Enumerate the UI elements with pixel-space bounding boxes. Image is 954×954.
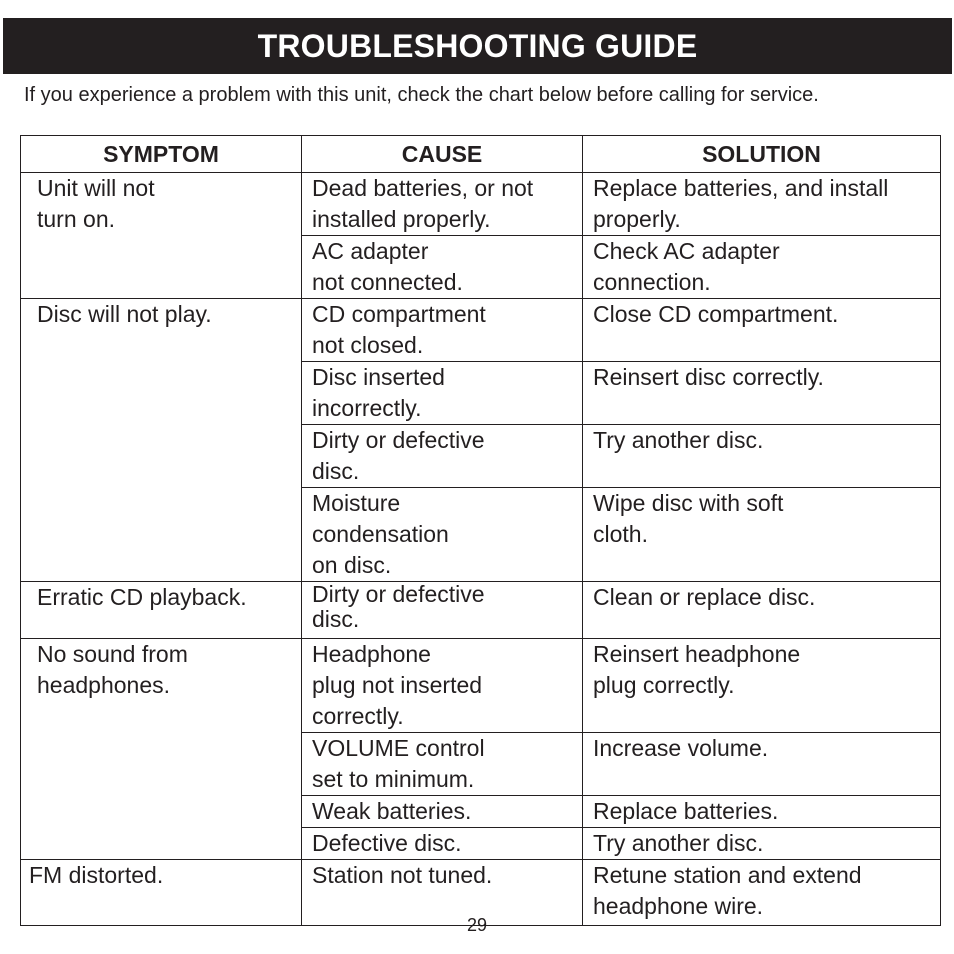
cause-cell: AC adapter not connected. xyxy=(302,236,583,299)
cause-cell: Headphone plug not inserted correctly. xyxy=(302,639,583,733)
solution-cell: Increase volume. xyxy=(583,733,941,796)
solution-cell: Clean or replace disc. xyxy=(583,582,941,639)
solution-cell: Try another disc. xyxy=(583,828,941,860)
symptom-cell: Unit will not turn on. xyxy=(21,173,302,299)
cause-cell: Defective disc. xyxy=(302,828,583,860)
cause-cell: Station not tuned. xyxy=(302,860,583,926)
cause-cell: Dirty or defective disc. xyxy=(302,425,583,488)
solution-cell: Try another disc. xyxy=(583,425,941,488)
solution-cell: Replace batteries, and install properly. xyxy=(583,173,941,236)
symptom-cell: FM distorted. xyxy=(21,860,302,926)
solution-cell: Check AC adapter connection. xyxy=(583,236,941,299)
symptom-cell: No sound from headphones. xyxy=(21,639,302,860)
solution-header: SOLUTION xyxy=(583,136,941,173)
table-header-row xyxy=(21,136,941,173)
cause-cell: Disc inserted incorrectly. xyxy=(302,362,583,425)
symptom-header: SYMPTOM xyxy=(21,136,302,173)
table-row xyxy=(21,639,941,733)
cause-cell: Dirty or defective disc. xyxy=(302,582,583,639)
intro-text: If you experience a problem with this unit, check the chart below before calling for service. xyxy=(24,84,819,106)
cause-cell: CD compartment not closed. xyxy=(302,299,583,362)
cause-cell: Moisture condensation on disc. xyxy=(302,488,583,582)
solution-cell: Wipe disc with soft cloth. xyxy=(583,488,941,582)
cause-cell: VOLUME control set to minimum. xyxy=(302,733,583,796)
solution-cell: Replace batteries. xyxy=(583,796,941,828)
table-row xyxy=(21,582,941,639)
table-row xyxy=(21,173,941,236)
page-number: 29 xyxy=(466,915,488,935)
troubleshooting-table xyxy=(20,135,941,926)
title-bar xyxy=(3,18,952,74)
cause-header: CAUSE xyxy=(302,136,583,173)
solution-cell: Retune station and extend headphone wire. xyxy=(583,860,941,926)
solution-cell: Reinsert disc correctly. xyxy=(583,362,941,425)
symptom-cell: Disc will not play. xyxy=(21,299,302,582)
solution-cell: Close CD compartment. xyxy=(583,299,941,362)
symptom-cell: Erratic CD playback. xyxy=(21,582,302,639)
cause-cell: Weak batteries. xyxy=(302,796,583,828)
cause-cell: Dead batteries, or not installed properly. xyxy=(302,173,583,236)
solution-cell: Reinsert headphone plug correctly. xyxy=(583,639,941,733)
page-title: TROUBLESHOOTING GUIDE xyxy=(257,28,698,64)
table-row xyxy=(21,299,941,362)
